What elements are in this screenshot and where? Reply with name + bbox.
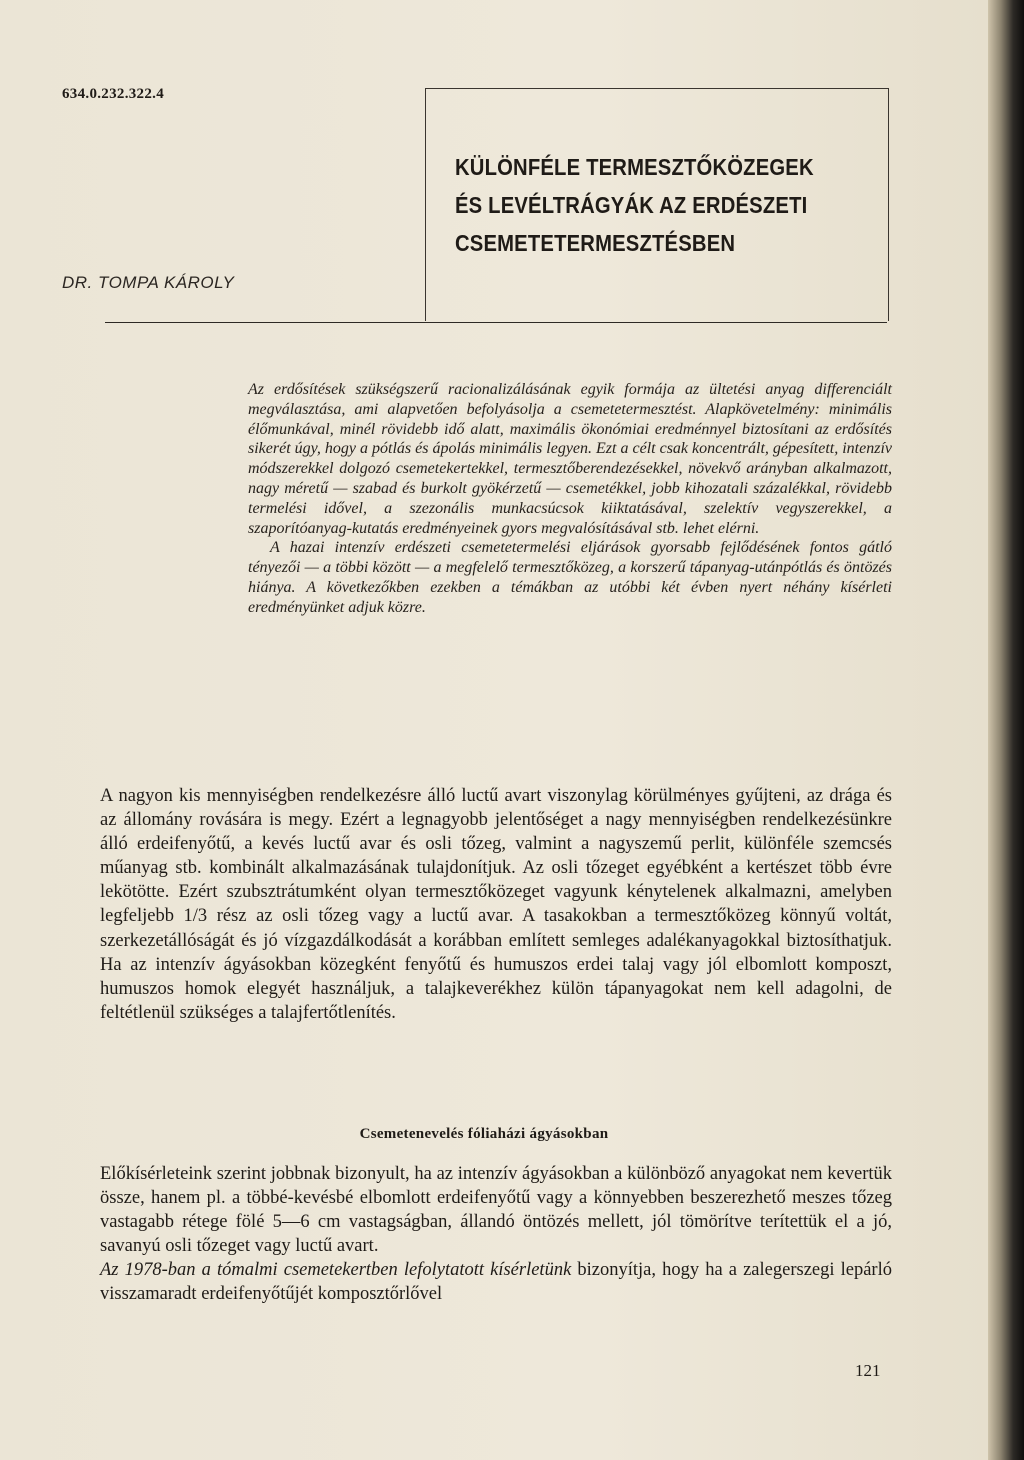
abstract	[248, 380, 892, 618]
body-paragraph-1: A nagyon kis mennyiségben rendelkezésre álló luctű avart viszonylag körülményes gyűjteni, az drága és az állomány rovására is megy. Ezért a legnagyobb jelentőséget a nagy mennyiségben rendelkezésünkre álló erdeifenyőtű, a kevés luctű avar és osli tőzeg, valmint a nagyszemű perlit, különféle szemcsés műanyag stb. kombinált alkalmazásának tulajdonítjuk. Az osli tőzeget egyébként a kertészet több évre lekötötte. Ezért szubsztrátumként olyan termesztőközeget vagyunk kénytelenek alkalmazni, amelyben legfeljebb 1/3 rész az osli tőzeg vagy a luctű avar. A tasakokban a termesztőközeg könnyű voltát, szerkezetállóságát és jó vízgazdálkodását a korábban említett semleges adalékanyagokkal biztosíthatjuk. Ha az intenzív ágyásokban közegként fenyőtű és humuszos erdei talaj vagy jól elbomlott komposzt, humuszos homok elegyét használjuk, a talajkeverékhez külön tápanyagokat nem kell adagolni, de feltétlenül szükséges a talajfertőtlenítés.	[100, 786, 892, 1023]
section-paragraph-1: Előkísérleteink szerint jobbnak bizonyult, ha az intenzív ágyásokban a különböző anyagokat nem kevertük össze, hanem pl. a többé-kevésbé elbomlott erdeifenyőtű vagy a könnyebben beszerezhető meszes tőzeg vastagabb rétege fölé 5—6 cm vastagságban, állandó öntözés mellett, jól tömörítve terítettük el a jó, savanyú osli tőzeget vagy luctű avart.	[100, 1164, 892, 1257]
title-line-3: CSEMETETERMESZTÉSBEN	[455, 230, 736, 256]
book-spine-shadow	[988, 0, 1024, 1460]
title-line-2: ÉS LEVÉLTRÁGYÁK AZ ERDÉSZETI	[455, 192, 808, 218]
article-title	[455, 148, 833, 262]
section-paragraph-2-italic: Az 1978-ban a tómalmi csemetekertben lefolytatott kísérletünk	[100, 1260, 572, 1281]
body-text	[100, 784, 892, 1025]
section-heading-text: Csemetenevelés fóliaházi ágyásokban	[359, 1126, 609, 1142]
section-body	[100, 1162, 892, 1307]
section-heading	[0, 1126, 988, 1143]
title-line-1: KÜLÖNFÉLE TERMESZTŐKÖZEGEK	[455, 154, 814, 180]
page-number: 121	[855, 1361, 881, 1380]
title-rule	[105, 322, 887, 323]
abstract-paragraph-2: A hazai intenzív erdészeti csemetetermelési eljárások gyorsabb fejlődésének fontos gátló tényezői — a többi között — a megfelelő termesztőközeg, a korszerű tápanyag-utánpótlás és öntözés hiánya. A következőkben ezekben a témákban az utóbbi két évben nyert néhány kísérleti eredményünket adjuk közre.	[248, 539, 892, 616]
author-name: DR. TOMPA KÁROLY	[62, 273, 235, 292]
section-paragraph-2-rest: bizonyítja, hogy ha a zalegerszegi lepárló visszamaradt erdeifenyőtűjét komposztőrlővel	[100, 1260, 892, 1305]
section-paragraph-2	[100, 1258, 892, 1306]
abstract-paragraph-1: Az erdősítések szükségszerű racionalizálásának egyik formája az ültetési anyag differenciált megválasztása, ami alapvetően befolyásolja a csemetetermesztést. Alapkövetelmény: minimális élőmunkával, minél rövidebb idő alatt, maximális ökonómiai eredménnyel biztosítani az erdősítés sikerét úgy, hogy a pótlás és ápolás minimális legyen. Ezt a célt csak koncentrált, gépesített, intenzív módszerekkel dolgozó csemetekertekkel, termesztőberendezésekkel, növekvő arányban alkalmazott, nagy méretű — szabad és burkolt gyökérzetű — csemetékkel, jobb kihozatali százalékkal, rövidebb termelési idővel, a szezonális munkacsúcsok kiiktatásával, szelektív vegyszerekkel, a szaporítóanyag-kutatás eredményeinek gyors megvalósításával stb. lehet elérni.	[248, 381, 892, 537]
udc-classification: 634.0.232.322.4	[62, 86, 164, 102]
